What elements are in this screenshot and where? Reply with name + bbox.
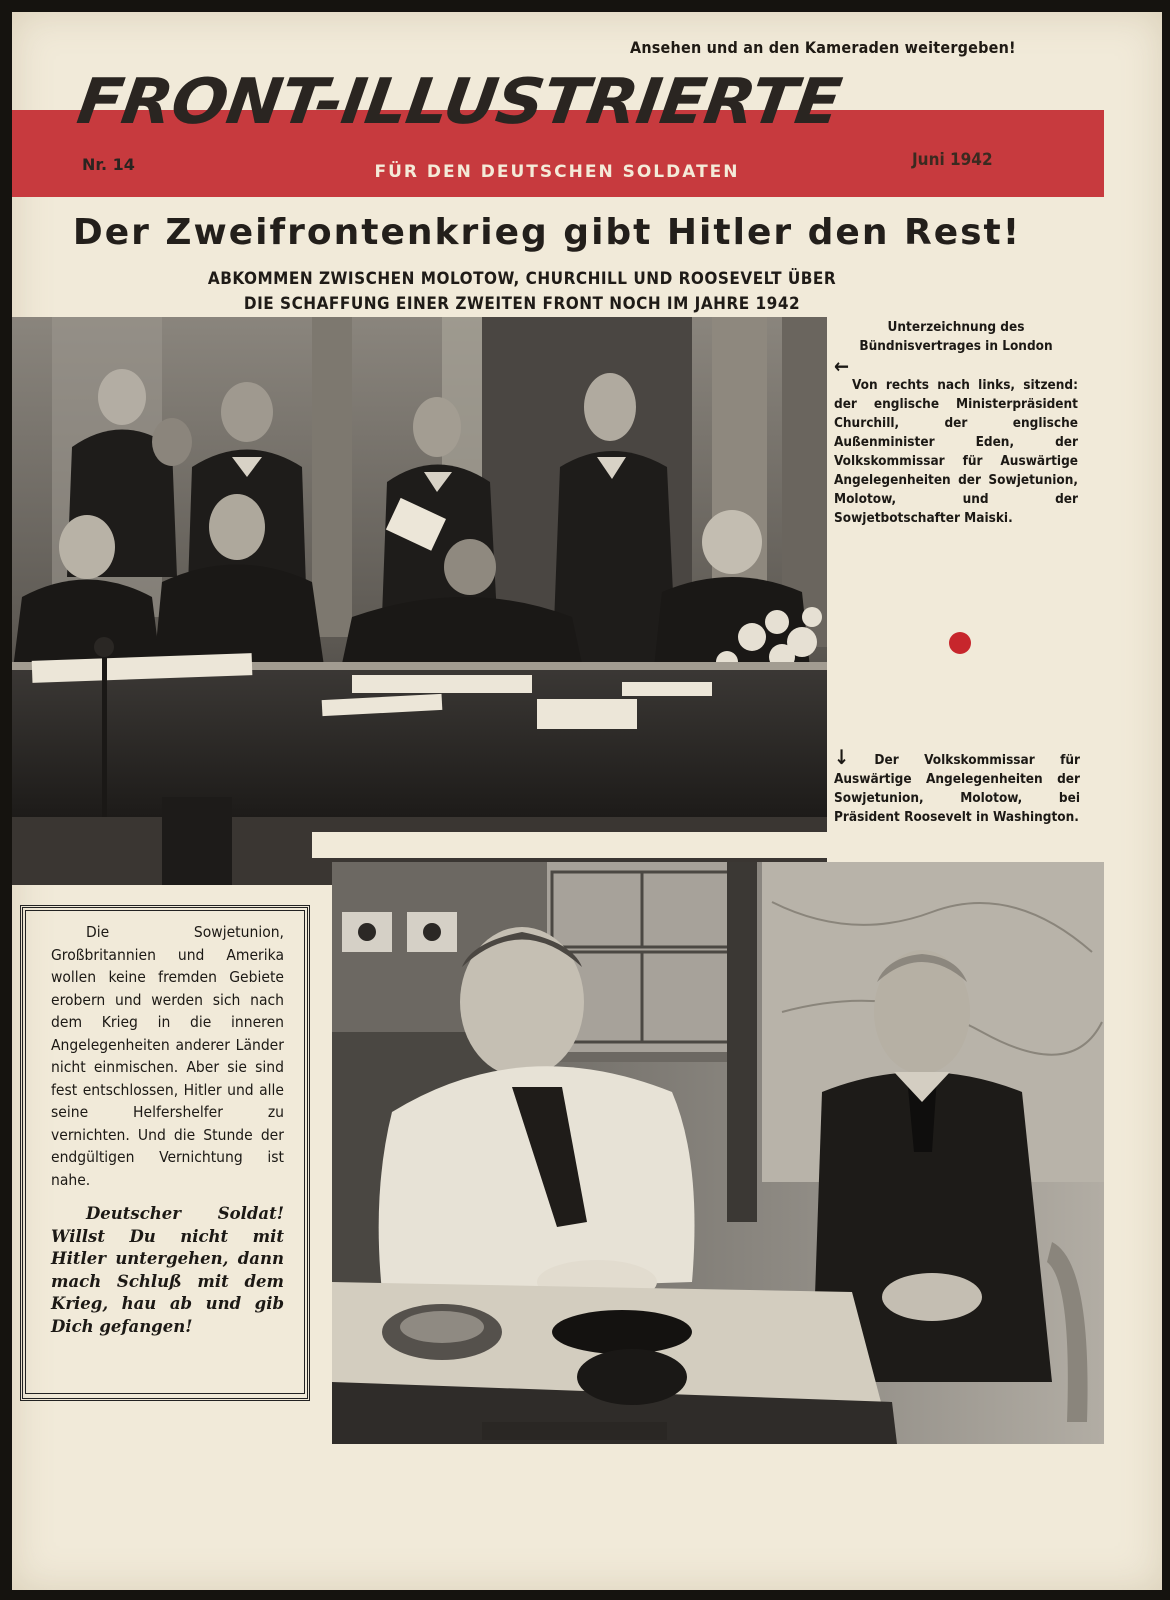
caption-london-title: Unterzeichnung des Bündnisvertrages in London bbox=[859, 319, 1053, 354]
issue-date: Juni 1942 bbox=[912, 150, 993, 170]
caption-washington-body: Der Volkskommissar für Auswärtige Angelegenheiten der Sowjetunion, Molotow, bei Präsident Roosevelt in Washington. bbox=[834, 752, 1080, 825]
headline: Der Zweifrontenkrieg gibt Hitler den Rest! bbox=[72, 212, 1022, 253]
left-arrow-icon: ← bbox=[834, 354, 850, 378]
message-appeal: Deutscher Soldat! Willst Du nicht mit Hitler untergehen, dann mach Schluß mit dem Krieg, hau ab und gib Dich gefangen! bbox=[51, 1204, 284, 1336]
subhead-line: ABKOMMEN ZWISCHEN MOLOTOW, CHURCHILL UND ROOSEVELT ÜBER bbox=[207, 269, 837, 289]
top-note: Ansehen und an den Kameraden weitergeben! bbox=[630, 38, 1016, 57]
treaty-signing-photo bbox=[12, 317, 827, 885]
message-box bbox=[20, 905, 310, 1401]
red-dot-mark bbox=[949, 632, 971, 654]
subheadline bbox=[132, 267, 912, 317]
leaflet-page bbox=[12, 12, 1162, 1590]
subhead-line: DIE SCHAFFUNG EINER ZWEITEN FRONT NOCH IM JAHRE 1942 bbox=[243, 294, 801, 314]
message-body: Die Sowjetunion, Großbritannien und Amerika wollen keine fremden Gebiete erobern und werden sich nach dem Krieg in die inneren Angelegenheiten anderer Länder nicht einmischen. Aber sie sind fest entschlossen, Hitler und alle seine Helfershelfer zu vernichten. Und die Stunde der endgültigen Vernichtung ist nahe. bbox=[51, 923, 284, 1189]
photo-gap bbox=[312, 832, 1112, 858]
roosevelt-molotov-photo bbox=[332, 862, 1104, 1444]
caption-london-body: Von rechts nach links, sitzend: der englische Ministerpräsident Churchill, der englische Außenminister Eden, der Volkskommissar für Auswärtige Angelegenheiten der Sowjetunion, Molotow, und der Sowjetbotschafter Maiski. bbox=[834, 377, 1078, 526]
caption-washington bbox=[834, 745, 1080, 827]
masthead-title: FRONT-ILLUSTRIERTE bbox=[72, 64, 845, 139]
caption-london bbox=[834, 318, 1078, 528]
down-arrow-icon: ↓ bbox=[834, 745, 850, 769]
issue-number: Nr. 14 bbox=[82, 155, 135, 174]
masthead-subtitle: FÜR DEN DEUTSCHEN SOLDATEN bbox=[374, 162, 740, 182]
